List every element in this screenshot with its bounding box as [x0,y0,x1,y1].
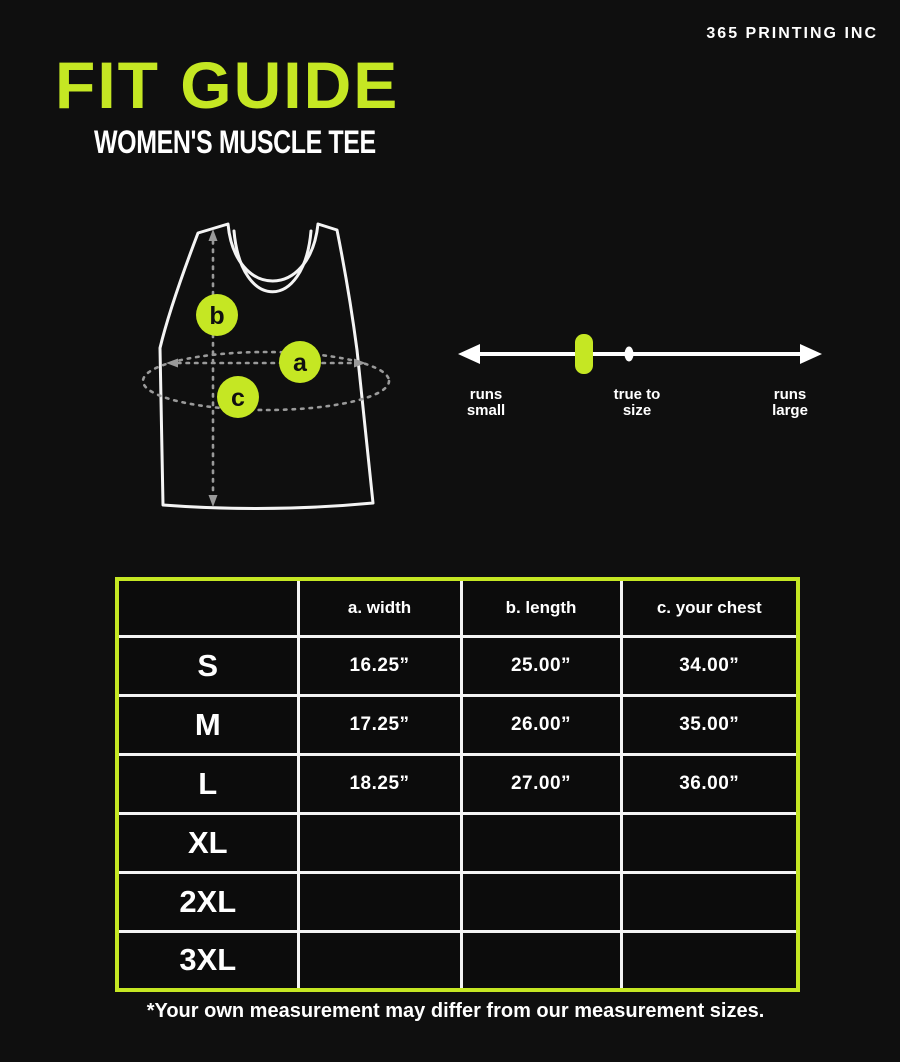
fit-scale [450,325,840,440]
fit-scale-center-dot-icon [625,347,634,362]
page-subtitle: WOMEN'S MUSCLE TEE [94,124,376,160]
fit-scale-label-line: size [622,402,652,419]
chest-value [621,931,798,990]
length-value: 27.00” [461,754,621,813]
header-chest: c. your chest [621,579,798,636]
page-title: FIT GUIDE [55,48,400,122]
measurement-disclaimer: *Your own measurement may differ from our measurement sizes. [146,1000,765,1022]
brand-name: 365 PRINTING INC [706,25,878,42]
table-row-s [117,636,798,695]
width-value: 16.25” [298,636,461,695]
header-size [117,579,298,636]
length-value: 26.00” [461,695,621,754]
marker-b-label: b [209,302,225,330]
size-label: 2XL [117,872,298,931]
width-value: 18.25” [298,754,461,813]
table-row-m [117,695,798,754]
table-row-2xl [117,872,798,931]
length-value: 25.00” [461,636,621,695]
fit-scale-label-line: small [466,402,506,419]
chest-value [621,813,798,872]
size-label: L [117,754,298,813]
size-table-header-row [117,579,798,636]
length-value [461,931,621,990]
fit-scale-marker [575,334,593,374]
header-width: a. width [298,579,461,636]
fit-scale-label-runs-small [467,387,505,419]
muscle-tee-diagram [120,200,420,530]
chest-value: 36.00” [621,754,798,813]
table-row-xl [117,813,798,872]
table-row-l [117,754,798,813]
length-arrow-down-icon [209,495,218,507]
width-arrow-left-icon [166,359,178,368]
fit-scale-label-line: large [772,402,808,419]
length-value [461,813,621,872]
shirt-outline [160,224,373,509]
fit-scale-label-line: runs [469,386,503,403]
marker-c-label: c [231,384,245,412]
table-row-3xl [117,931,798,990]
size-label: M [117,695,298,754]
width-value [298,872,461,931]
chest-value: 34.00” [621,636,798,695]
size-table [115,577,800,992]
width-value [298,931,461,990]
width-value [298,813,461,872]
header-length: b. length [461,579,621,636]
chest-value [621,872,798,931]
chest-circumference-dotted-ellipse [143,352,389,410]
fit-scale-label-line: runs [773,386,807,403]
fit-scale-label-line: true to [613,386,661,403]
size-label: XL [117,813,298,872]
marker-a-label: a [293,349,307,377]
fit-scale-label-true-to-size [614,387,661,419]
length-value [461,872,621,931]
size-label: S [117,636,298,695]
chest-value: 35.00” [621,695,798,754]
fit-scale-arrow-right-icon [800,344,822,364]
collar-inner-line [234,231,311,292]
fit-scale-graphic [450,325,840,385]
size-label: 3XL [117,931,298,990]
width-value: 17.25” [298,695,461,754]
fit-scale-arrow-left-icon [458,344,480,364]
fit-scale-label-runs-large [772,387,808,419]
